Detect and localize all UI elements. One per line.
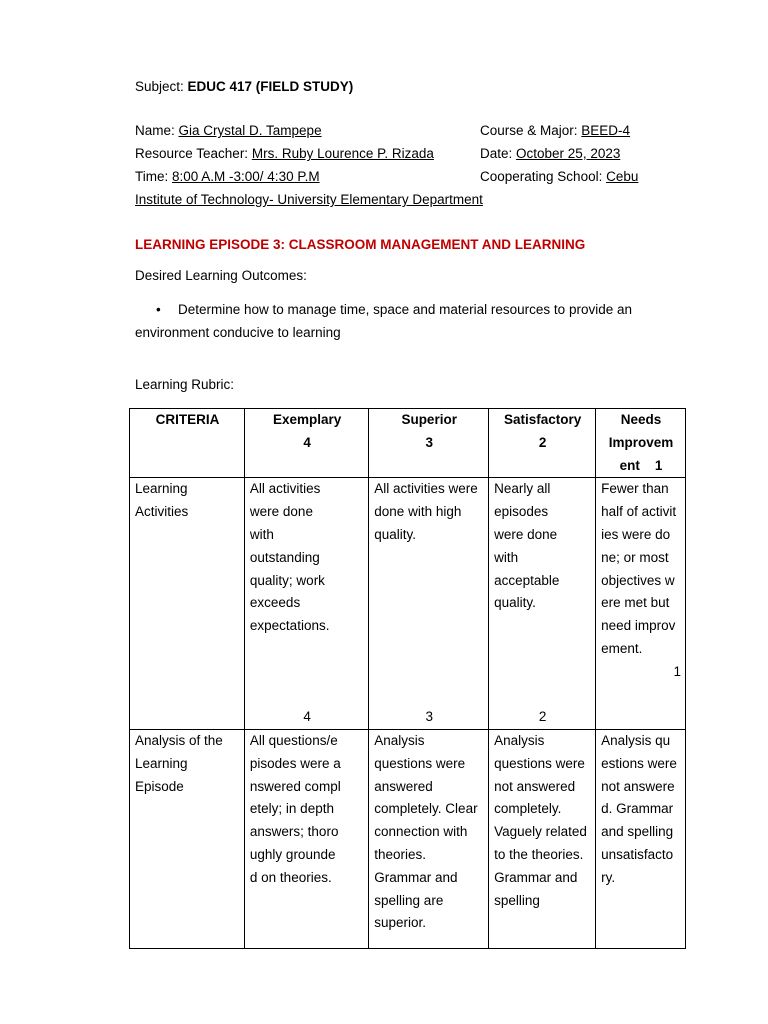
header-num: 4	[303, 434, 311, 450]
name-line	[135, 123, 322, 138]
cell-text: Fewer than half of activities were done; or most objectives were met but need improvement.	[601, 481, 677, 656]
date-label: Date:	[480, 146, 517, 161]
rubric-table	[129, 408, 686, 949]
name-value: Gia Crystal D. Tampepe	[178, 123, 322, 138]
outcome-text: Determine how to manage time, space and material resources to provide an environment conducive to learning	[135, 302, 632, 340]
rubric-cell	[369, 478, 489, 730]
cell-text: Analysis questions were not answered. Grammar and spelling unsatisfactory.	[601, 732, 677, 885]
episode-title: LEARNING EPISODE 3: CLASSROOM MANAGEMENT AND LEARNING	[135, 237, 586, 252]
course-line	[480, 123, 630, 138]
cell-text: All activities were done with outstanding quality; work exceeds expectations.	[249, 481, 330, 634]
cell-text: Nearly all episodes were done with acceptable quality.	[494, 481, 560, 611]
teacher-line	[135, 146, 434, 161]
header-num: ent 1	[619, 457, 663, 473]
rubric-cell	[489, 478, 596, 730]
cell-text: All questions/episodes were answered completely; in depth answers; thoroughly grounded on theories.	[249, 732, 341, 885]
criteria-cell	[130, 729, 245, 948]
header-satisfactory	[489, 409, 596, 478]
cell-text: All activities were done with high quality.	[374, 481, 478, 542]
school-value: Cebu	[606, 169, 639, 184]
course-label: Course & Major:	[480, 123, 582, 138]
date-value: October 25, 2023	[516, 146, 621, 161]
rubric-cell	[489, 729, 596, 948]
bullet-icon: •	[156, 302, 161, 317]
header-title: Satisfactory	[503, 412, 582, 427]
criteria-cell: Learning Activities	[130, 478, 245, 730]
rubric-cell	[596, 478, 686, 730]
subject-value: EDUC 417 (FIELD STUDY)	[187, 79, 354, 94]
header-exemplary	[244, 409, 368, 478]
cell-text: Analysis questions were answered completely. Clear connection with theories. Grammar and spelling are superior.	[374, 732, 478, 931]
school-continued: Institute of Technology- University Elementary Department	[135, 192, 483, 207]
header-needs-improvement	[596, 409, 686, 478]
score: 1	[673, 663, 681, 679]
cell-text: Analysis questions were not answered completely. Vaguely related to the theories. Grammar and spelling	[494, 732, 587, 908]
score: 3	[425, 708, 433, 724]
school-label: Cooperating School:	[480, 169, 607, 184]
table-row	[130, 478, 686, 730]
rubric-cell	[596, 729, 686, 948]
date-line	[480, 146, 620, 161]
score: 4	[303, 708, 311, 724]
header-title: CRITERIA	[155, 412, 220, 427]
rubric-cell	[244, 729, 368, 948]
table-row	[130, 729, 686, 948]
outcome-item	[135, 298, 675, 344]
school-line	[480, 169, 638, 184]
rubric-cell	[369, 729, 489, 948]
score: 2	[538, 709, 547, 725]
teacher-value: Mrs. Ruby Lourence P. Rizada	[251, 146, 434, 161]
rubric-cell	[244, 478, 368, 730]
outcomes-label: Desired Learning Outcomes:	[135, 268, 307, 283]
subject-line	[135, 79, 353, 94]
outcomes-list	[135, 298, 675, 344]
subject-label: Subject:	[135, 79, 188, 94]
header-title: Needs Improvem	[608, 412, 674, 450]
course-value: BEED-4	[581, 123, 631, 138]
rubric-label: Learning Rubric:	[135, 377, 235, 392]
time-value: 8:00 A.M -3:00/ 4:30 P.M	[172, 169, 320, 184]
header-superior	[369, 409, 489, 478]
teacher-label: Resource Teacher:	[135, 146, 252, 161]
time-label: Time:	[135, 169, 172, 184]
header-num: 2	[538, 434, 547, 450]
header-criteria	[130, 409, 245, 478]
rubric-header-row	[130, 409, 686, 478]
time-line	[135, 169, 320, 184]
header-title: Exemplary	[272, 412, 342, 427]
header-title: Superior	[401, 412, 457, 427]
name-label: Name:	[135, 123, 179, 138]
header-num: 3	[425, 434, 433, 450]
cell-text: Analysis of the Learning Episode	[135, 732, 223, 794]
